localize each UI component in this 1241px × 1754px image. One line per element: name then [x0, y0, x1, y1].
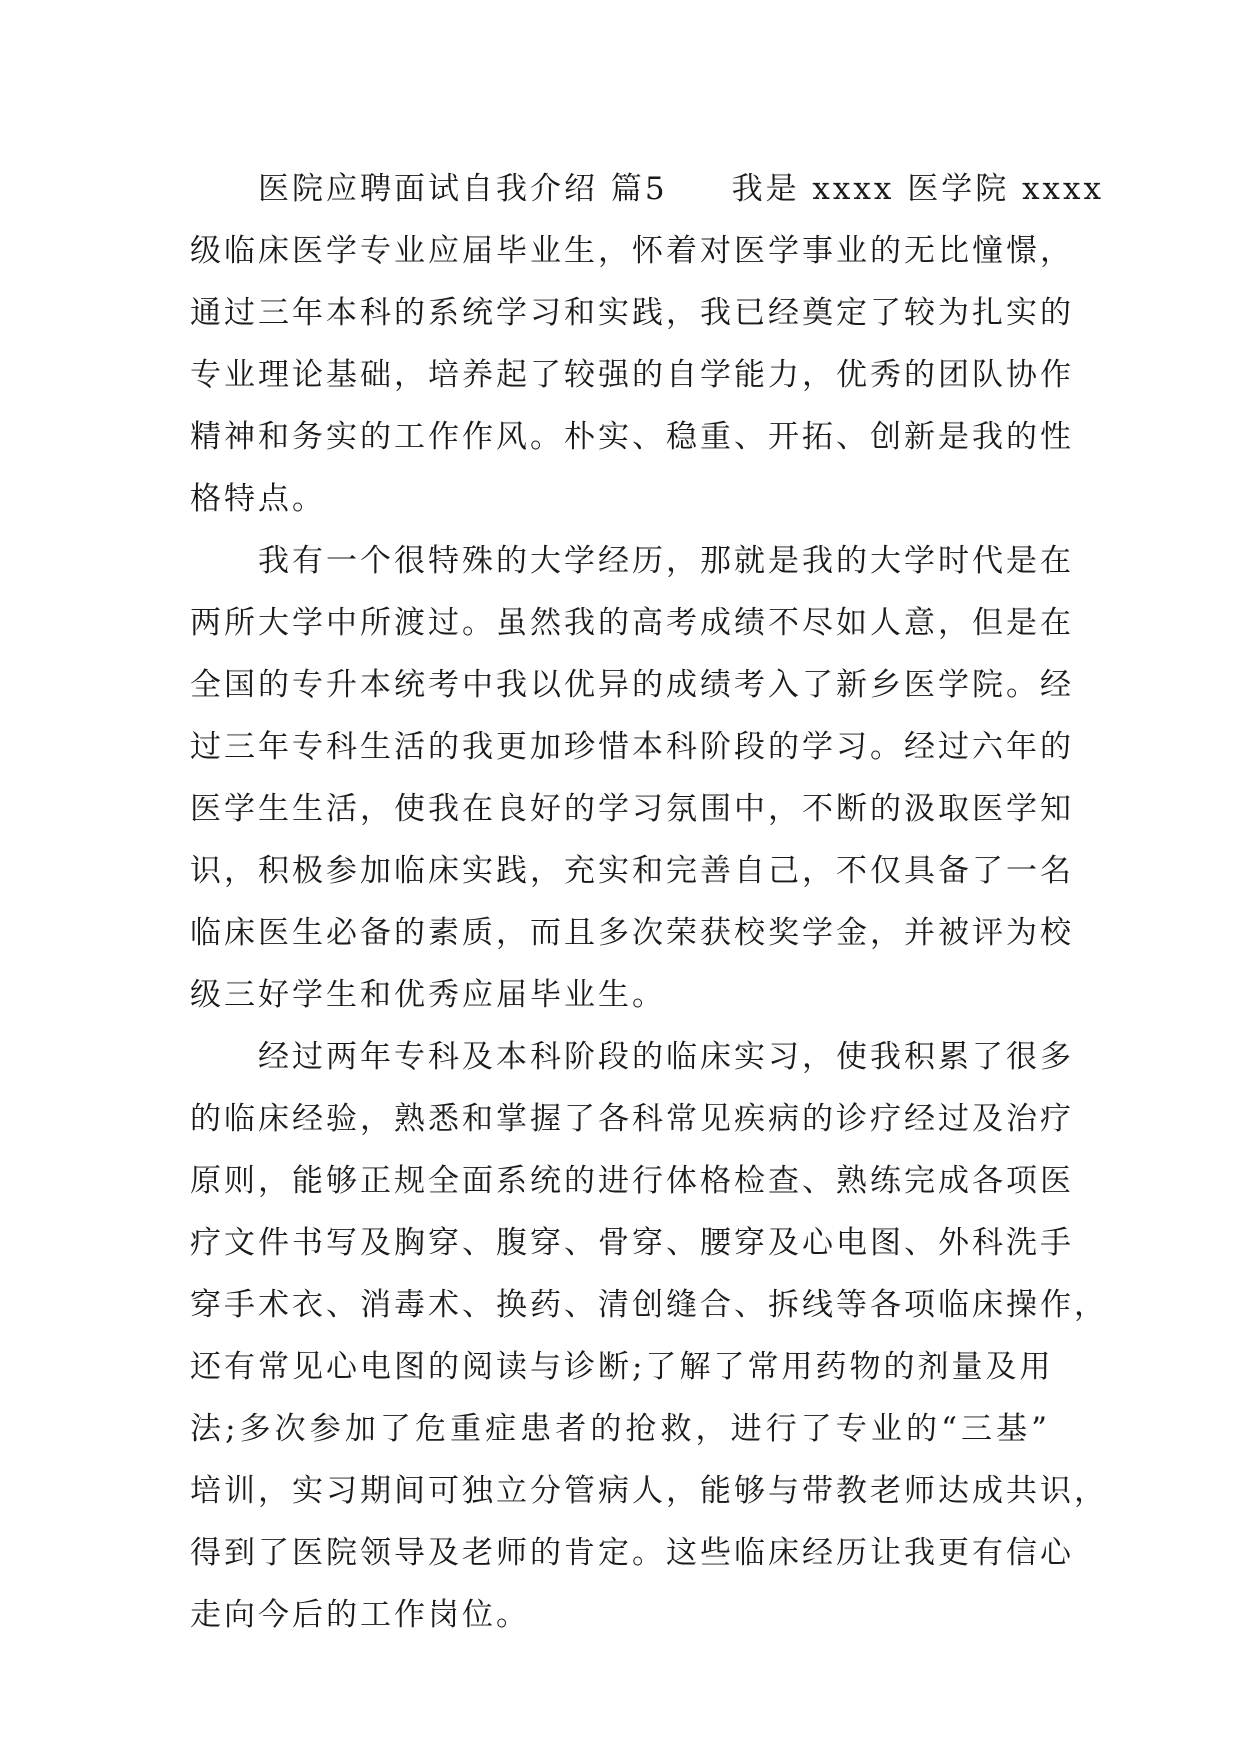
paragraph-1-line-4: 专业理论基础，培养起了较强的自学能力，优秀的团队协作 [190, 357, 1074, 393]
paragraph-3-line-6: 还有常见心电图的阅读与诊断;了解了常用药物的剂量及用 [190, 1349, 1054, 1385]
document-title: 医院应聘面试自我介绍 篇5 [258, 171, 668, 207]
paragraph-1 [190, 158, 1105, 530]
paragraph-1-line-3: 通过三年本科的系统学习和实践，我已经奠定了较为扎实的 [190, 295, 1074, 331]
paragraph-3-line-7: 法;多次参加了危重症患者的抢救，进行了专业的“三基” [190, 1411, 1050, 1447]
paragraph-2 [190, 530, 1074, 1026]
paragraph-2-line-2: 两所大学中所渡过。虽然我的高考成绩不尽如人意，但是在 [190, 605, 1074, 641]
paragraph-3-line-8: 培训，实习期间可独立分管病人，能够与带教老师达成共识， [190, 1473, 1108, 1509]
document-body [190, 158, 1108, 1646]
paragraph-3-line-9: 得到了医院领导及老师的肯定。这些临床经历让我更有信心 [190, 1535, 1074, 1571]
paragraph-3-line-4: 疗文件书写及胸穿、腹穿、骨穿、腰穿及心电图、外科洗手 [190, 1225, 1074, 1261]
paragraph-1-line-5: 精神和务实的工作作风。朴实、稳重、开拓、创新是我的性 [190, 419, 1074, 455]
paragraph-text: 我是 xxxx 医学院 xxxx [731, 171, 1105, 207]
paragraph-3-line-1: 经过两年专科及本科阶段的临床实习，使我积累了很多 [258, 1039, 1074, 1075]
paragraph-3-line-10: 走向今后的工作岗位。 [190, 1597, 530, 1633]
paragraph-2-line-4: 过三年专科生活的我更加珍惜本科阶段的学习。经过六年的 [190, 729, 1074, 765]
paragraph-3-line-3: 原则，能够正规全面系统的进行体格检查、熟练完成各项医 [190, 1163, 1074, 1199]
paragraph-2-line-3: 全国的专升本统考中我以优异的成绩考入了新乡医学院。经 [190, 667, 1074, 703]
paragraph-2-line-6: 识，积极参加临床实践，充实和完善自己，不仅具备了一名 [190, 853, 1074, 889]
paragraph-2-line-7: 临床医生必备的素质，而且多次荣获校奖学金，并被评为校 [190, 915, 1074, 951]
paragraph-2-line-8: 级三好学生和优秀应届毕业生。 [190, 977, 666, 1013]
paragraph-3 [190, 1026, 1108, 1646]
paragraph-2-line-5: 医学生生活，使我在良好的学习氛围中，不断的汲取医学知 [190, 791, 1074, 827]
paragraph-1-line-6: 格特点。 [190, 481, 326, 517]
paragraph-2-line-1: 我有一个很特殊的大学经历，那就是我的大学时代是在 [258, 543, 1074, 579]
paragraph-1-line-2: 级临床医学专业应届毕业生，怀着对医学事业的无比憧憬， [190, 233, 1074, 269]
paragraph-3-line-5: 穿手术衣、消毒术、换药、清创缝合、拆线等各项临床操作， [190, 1287, 1108, 1323]
paragraph-3-line-2: 的临床经验，熟悉和掌握了各科常见疾病的诊疗经过及治疗 [190, 1101, 1074, 1137]
paragraph-1-line-1 [190, 158, 1105, 220]
